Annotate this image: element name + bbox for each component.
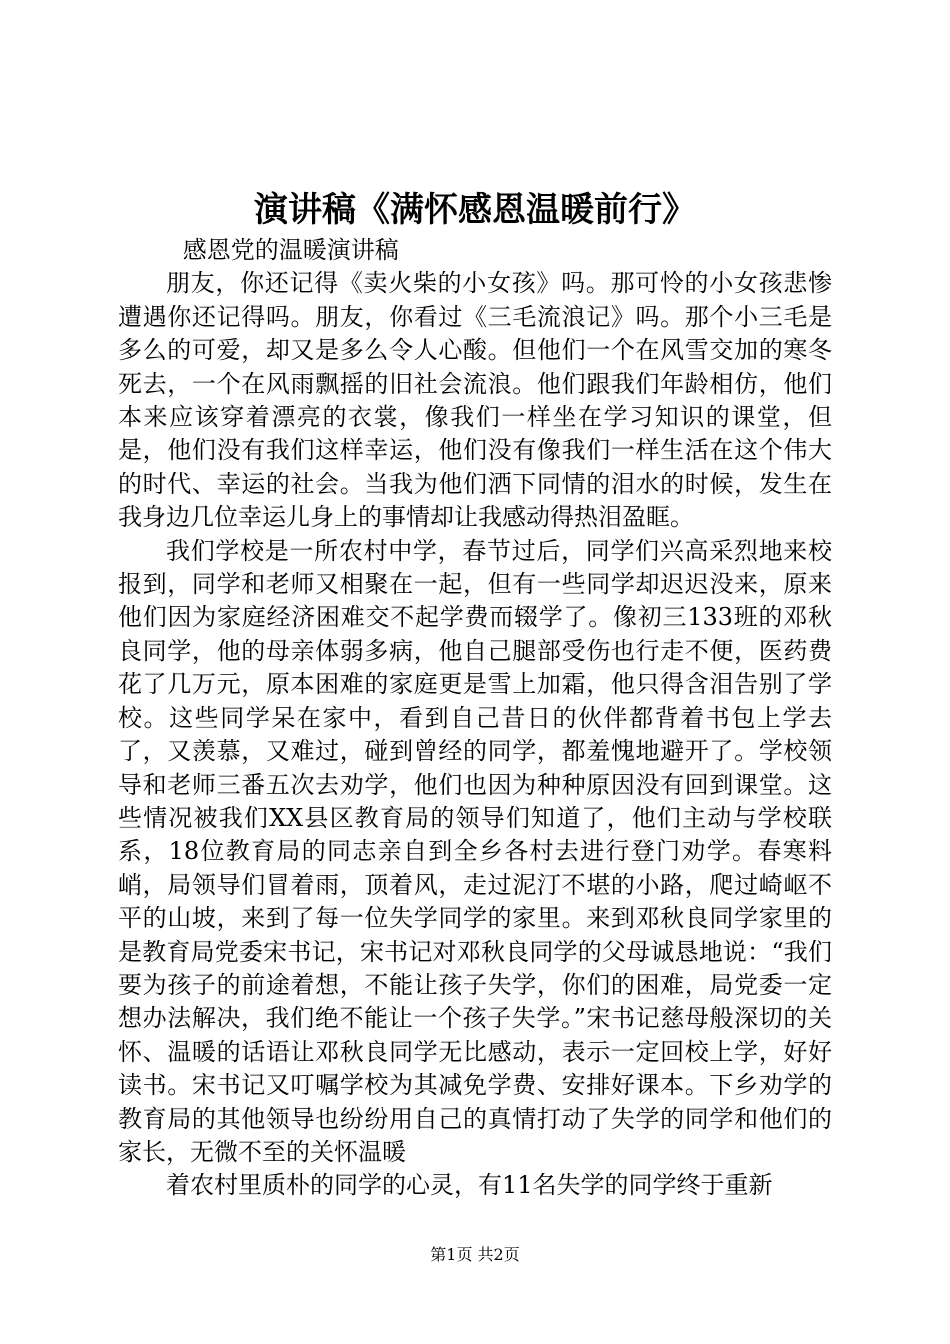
document-body	[118, 234, 832, 1203]
paragraph: 朋友，你还记得《卖火柴的小女孩》吗。那可怜的小女孩悲惨遭遇你还记得吗。朋友，你看过《三毛流浪记》吗。那个小三毛是多么的可爱，却又是多么令人心酸。但他们一个在风雪交加的寒冬死去，一个在风雨飘摇的旧社会流浪。他们跟我们年龄相仿，他们本来应该穿着漂亮的衣裳，像我们一样坐在学习知识的课堂，但是，他们没有我们这样幸运，他们没有像我们一样生活在这个伟大的时代、幸运的社会。当我为他们洒下同情的泪水的时候，发生在我身边几位幸运儿身上的事情却让我感动得热泪盈眶。	[118, 269, 832, 532]
document-title: 演讲稿《满怀感恩温暖前行》	[254, 190, 696, 230]
document-subtitle: 感恩党的温暖演讲稿	[182, 236, 399, 264]
paragraph: 我们学校是一所农村中学，春节过后，同学们兴高采烈地来校报到，同学和老师又相聚在一起，但有一些同学却迟迟没来，原来他们因为家庭经济困难交不起学费而辍学了。像初三133班的邓秋良同学，他的母亲体弱多病，他自己腿部受伤也行走不便，医药费花了几万元，原本困难的家庭更是雪上加霜，他只得含泪告别了学校。这些同学呆在家中，看到自己昔日的伙伴都背着书包上学去了，又羡慕，又难过，碰到曾经的同学，都羞愧地避开了。学校领导和老师三番五次去劝学，他们也因为种种原因没有回到课堂。这些情况被我们XX县区教育局的领导们知道了，他们主动与学校联系，18位教育局的同志亲自到全乡各村去进行登门劝学。春寒料峭，局领导们冒着雨，顶着风，走过泥汀不堪的小路，爬过崎岖不平的山坡，来到了每一位失学同学的家里。来到邓秋良同学家里的是教育局党委宋书记，宋书记对邓秋良同学的父母诚恳地说：“我们要为孩子的前途着想，不能让孩子失学，你们的困难，局党委一定想办法解决，我们绝不能让一个孩子失学。”宋书记慈母般深切的关怀、温暖的话语让邓秋良同学无比感动，表示一定回校上学，好好读书。宋书记又叮嘱学校为其减免学费、安排好课本。下乡劝学的教育局的其他领导也纷纷用自己的真情打动了失学的同学和他们的家长，无微不至的关怀温暖	[118, 536, 832, 1166]
page-number-footer: 第1页 共2页	[430, 1245, 520, 1264]
paragraph: 着农村里质朴的同学的心灵，有11名失学的同学终于重新	[166, 1171, 773, 1200]
